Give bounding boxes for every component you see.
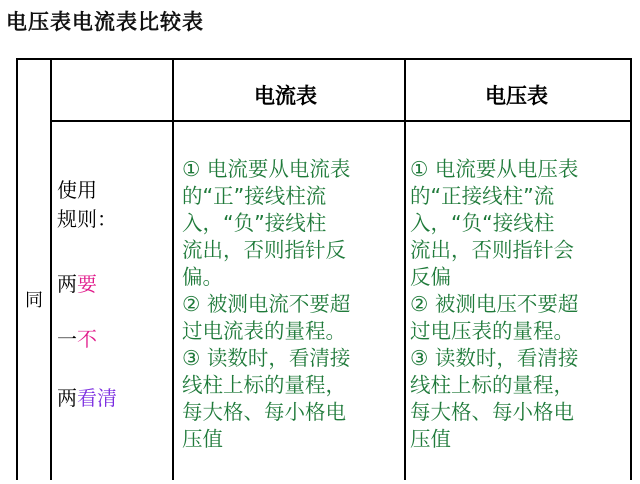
header-ammeter: 电流表 — [254, 84, 317, 108]
table-border-right — [630, 58, 632, 480]
voltmeter-line: 压值 — [410, 427, 451, 451]
voltmeter-line: 反偏 — [410, 265, 451, 289]
ammeter-rules-text — [182, 156, 350, 453]
rule-two-check — [57, 384, 117, 413]
voltmeter-line: ③ 读数时，看清接 — [410, 346, 579, 370]
voltmeter-line: ① 电流要从电压表 — [410, 157, 579, 181]
voltmeter-line: ② 被测电压不要超 — [410, 292, 579, 316]
row-label-same: 同 — [25, 290, 43, 311]
rule-two-check-highlight: 看清 — [77, 386, 117, 410]
ammeter-line: 流出，否则指针反 — [182, 238, 346, 262]
voltmeter-line: 过电压表的量程。 — [410, 319, 574, 343]
ammeter-line: 偏。 — [182, 265, 223, 289]
table-border-left — [16, 58, 18, 480]
ammeter-line: ① 电流要从电流表 — [182, 157, 351, 181]
ammeter-line: 线柱上标的量程， — [182, 373, 346, 397]
header-voltmeter: 电压表 — [485, 84, 548, 108]
table-border-top — [16, 58, 632, 60]
rules-line-1: 使用 — [57, 178, 97, 202]
column-divider-2 — [172, 58, 174, 480]
rule-one-not — [57, 325, 97, 354]
voltmeter-line: 每大格、每小格电 — [410, 400, 574, 424]
usage-rules — [57, 176, 117, 234]
ammeter-line: 压值 — [182, 427, 223, 451]
rule-two-check-prefix: 两 — [57, 386, 77, 410]
ammeter-line: 过电流表的量程。 — [182, 319, 346, 343]
header-divider — [50, 120, 632, 122]
rule-two-musts — [57, 270, 97, 299]
rule-two-musts-highlight: 要 — [77, 272, 97, 296]
column-divider-3 — [404, 58, 406, 480]
rule-one-not-prefix: 一 — [57, 327, 77, 351]
ammeter-line: 入，“负”接线柱 — [182, 211, 327, 235]
comparison-table — [16, 58, 632, 480]
voltmeter-line: 入，“负“接线柱 — [410, 211, 555, 235]
ammeter-line: ③ 读数时，看清接 — [182, 346, 351, 370]
ammeter-line: 的“正”接线柱流 — [182, 184, 327, 208]
rules-line-2: 规则： — [57, 207, 117, 231]
page-title: 电压表电流表比较表 — [6, 10, 204, 34]
rule-two-musts-prefix: 两 — [57, 272, 77, 296]
voltmeter-line: 线柱上标的量程， — [410, 373, 574, 397]
voltmeter-line: 的“正接线柱”流 — [410, 184, 555, 208]
rule-one-not-highlight: 不 — [77, 327, 97, 351]
column-divider-1 — [50, 58, 52, 480]
voltmeter-rules-text — [410, 156, 578, 453]
ammeter-line: 每大格、每小格电 — [182, 400, 346, 424]
voltmeter-line: 流出，否则指针会 — [410, 238, 574, 262]
ammeter-line: ② 被测电流不要超 — [182, 292, 351, 316]
